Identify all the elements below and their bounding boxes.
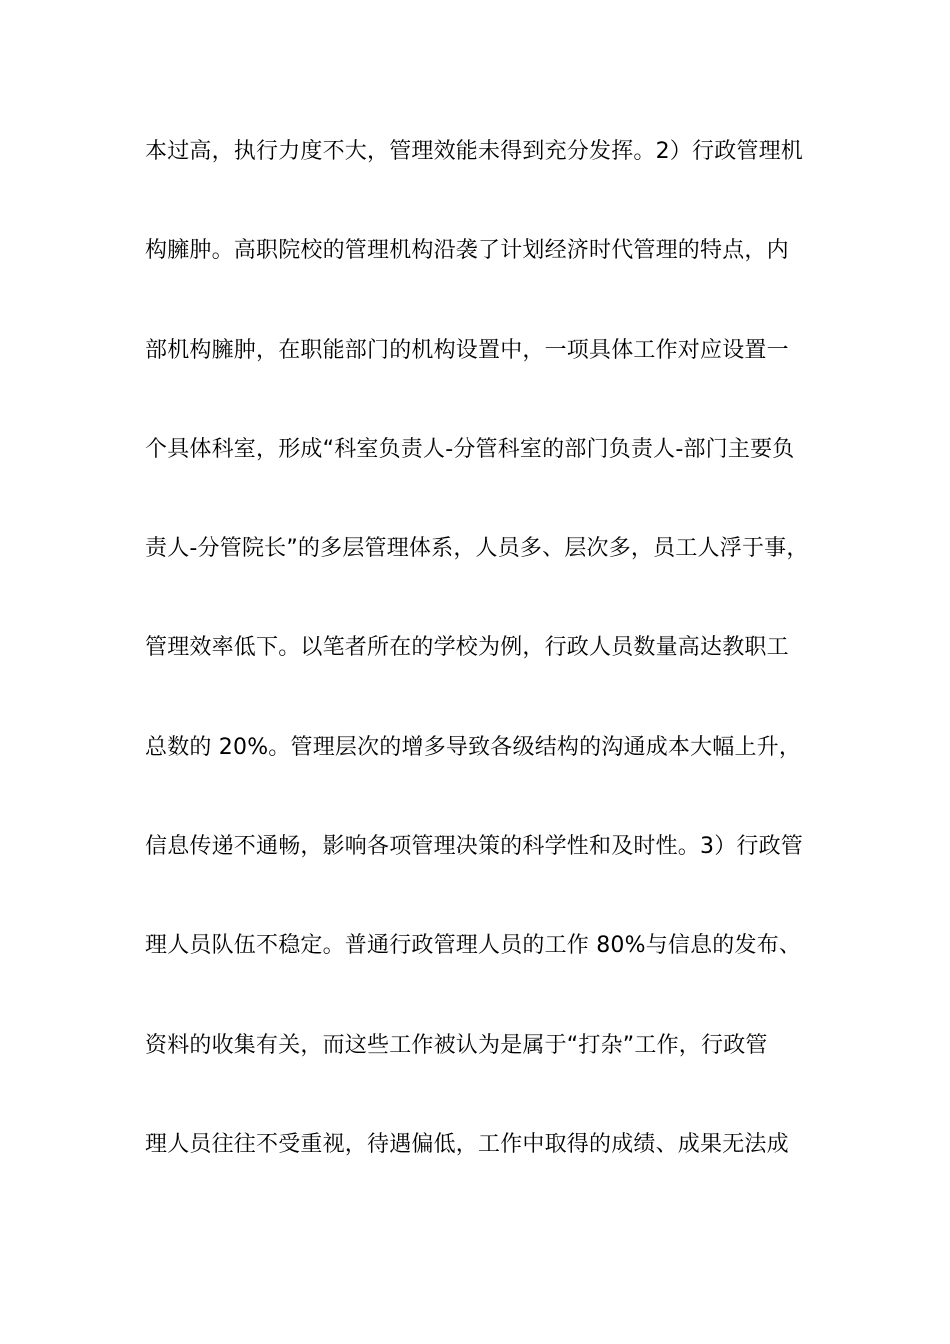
body-text <box>145 132 835 1224</box>
text-line-10: 资料的收集有关，而这些工作被认为是属于“打杂”工作，行政管 <box>145 1032 768 1058</box>
text-line-6: 管理效率低下。以笔者所在的学校为例，行政人员数量高达教职工 <box>145 635 789 661</box>
text-line-7: 总数的 20%。管理层次的增多导致各级结构的沟通成本大幅上升， <box>145 734 802 760</box>
text-line-3: 部机构臃肿，在职能部门的机构设置中，一项具体工作对应设置一 <box>145 337 789 363</box>
text-line-1: 本过高，执行力度不大，管理效能未得到充分发挥。2）行政管理机 <box>145 139 803 164</box>
text-line-2: 构臃肿。高职院校的管理机构沿袭了计划经济时代管理的特点，内 <box>145 238 789 264</box>
text-line-4: 个具体科室，形成“科室负责人-分管科室的部门负责人-部门主要负 <box>145 436 795 462</box>
text-line-9: 理人员队伍不稳定。普通行政管理人员的工作 80%与信息的发布、 <box>145 933 802 959</box>
text-line-11: 理人员往往不受重视，待遇偏低，工作中取得的成绩、成果无法成 <box>145 1131 789 1157</box>
text-line-5: 责人-分管院长”的多层管理体系，人员多、层次多，员工人浮于事， <box>145 536 809 562</box>
text-line-8: 信息传递不通畅，影响各项管理决策的科学性和及时性。3）行政管 <box>145 834 803 860</box>
